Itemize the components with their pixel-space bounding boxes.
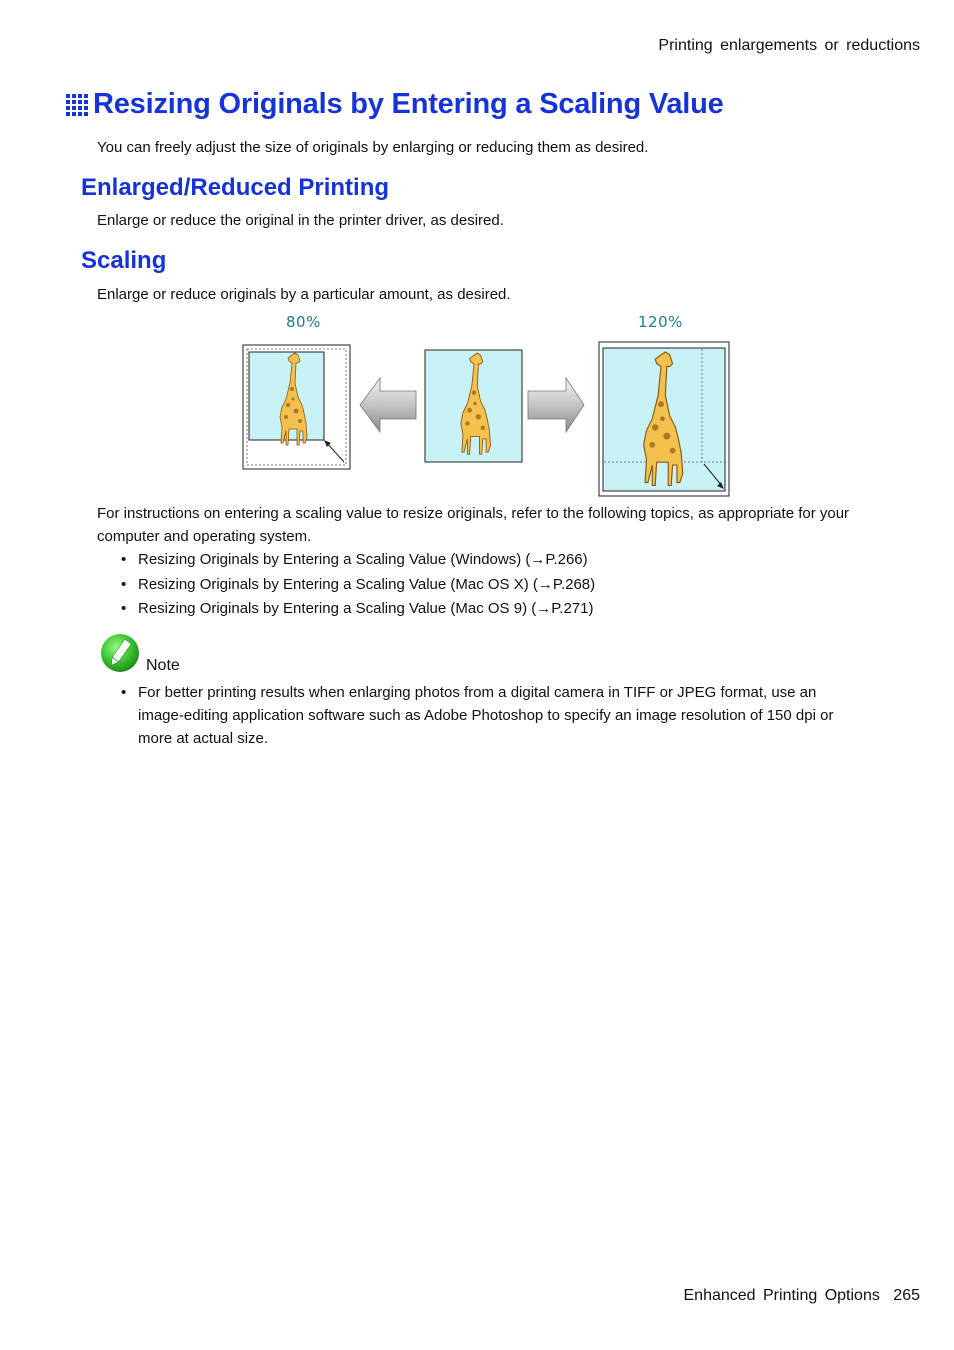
grid-icon [66,94,88,116]
running-header: Printing enlargements or reductions [658,37,920,54]
note-item: • For better printing results when enlarging photos from a digital camera in TIFF or JPEG format, use an image-editing application software such as Adobe Photoshop to specify an image resolution of 150 dpi or more at actual size. [118,681,858,750]
note-header [100,633,180,673]
label-120-percent: 120% [638,313,683,331]
enlarge-arrow-icon [528,378,584,432]
reduce-arrow-icon [360,378,416,432]
topic-link-windows[interactable]: • Resizing Originals by Entering a Scaling Value (Windows) (→P.266) [118,548,595,573]
page-number: 265 [893,1287,920,1304]
pencil-note-icon [100,633,142,673]
footer-section: Enhanced Printing Options [683,1287,880,1304]
page-title: Resizing Originals by Entering a Scaling Value [93,88,724,120]
scaling-illustration [240,310,732,500]
instructions-text: For instructions on entering a scaling value to resize originals, refer to the following topics, as appropriate for your computer and operating system. [97,505,850,545]
heading-enlarged-reduced: Enlarged/Reduced Printing [81,174,390,201]
scaling-diagram [240,310,732,500]
note-label: Note [146,657,180,674]
label-80-percent: 80% [286,313,321,331]
title-row [66,88,724,121]
note-list [118,681,858,750]
intro-text: You can freely adjust the size of originals by enlarging or reducing them as desired. [97,139,649,156]
topic-link-mac-os-9[interactable]: • Resizing Originals by Entering a Scaling Value (Mac OS 9) (→P.271) [118,597,595,622]
page-footer [684,1287,921,1305]
enlarged-reduced-text: Enlarge or reduce the original in the printer driver, as desired. [97,212,504,229]
topic-links-list [118,548,595,622]
scaling-text: Enlarge or reduce originals by a particular amount, as desired. [97,286,511,303]
topic-link-mac-os-x[interactable]: • Resizing Originals by Entering a Scaling Value (Mac OS X) (→P.268) [118,573,595,598]
heading-scaling: Scaling [81,247,167,274]
